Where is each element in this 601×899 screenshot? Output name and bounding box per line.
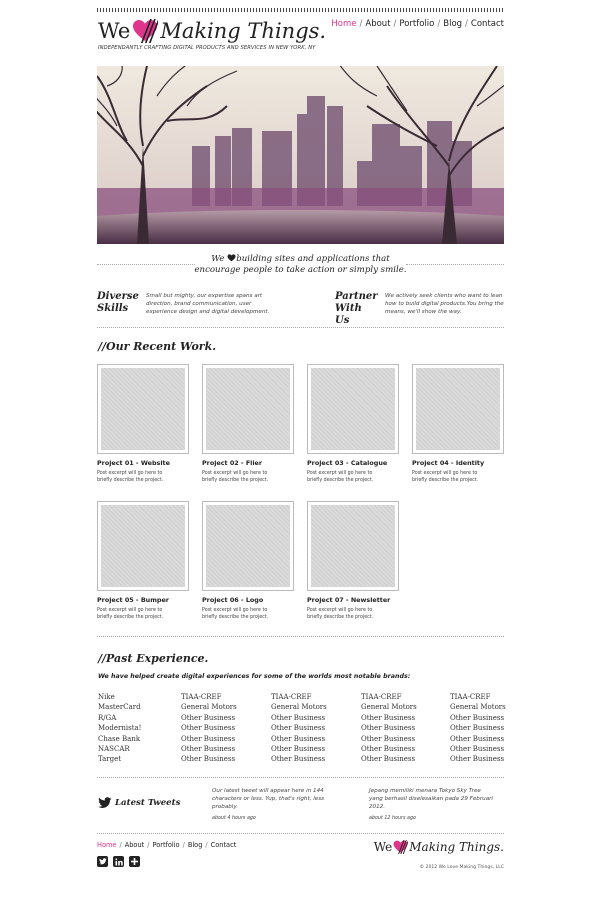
recent-work-title: //Our Recent Work. bbox=[98, 340, 217, 353]
section-divider bbox=[97, 327, 504, 328]
footer-nav-contact[interactable]: Contact bbox=[210, 841, 237, 849]
nav-separator: / bbox=[147, 841, 150, 849]
client-name: Other Business bbox=[361, 713, 416, 722]
logo-we-text: We bbox=[98, 19, 131, 43]
project-card[interactable] bbox=[307, 364, 399, 484]
client-name: Other Business bbox=[361, 745, 416, 754]
nav-separator: / bbox=[465, 19, 468, 29]
footer-nav-home[interactable]: Home bbox=[97, 841, 117, 849]
project-card[interactable] bbox=[202, 364, 294, 484]
partner-with-us-desc: We actively seek clients who want to lean how to build digital products.You bring the means, we'll show the way. bbox=[385, 293, 504, 315]
social-links bbox=[97, 856, 140, 867]
client-name: TIAA-CREF bbox=[361, 693, 402, 701]
project-thumbnail[interactable] bbox=[202, 501, 294, 591]
logo-making-things-text: Making Things. bbox=[409, 840, 504, 854]
tagline: INDEPENDANTLY CRAFTING DIGITAL PRODUCTS AND SERVICES IN NEW YORK, NY bbox=[98, 45, 316, 51]
logo-making-things-text: Making Things. bbox=[160, 19, 327, 43]
nav-separator: / bbox=[359, 19, 363, 29]
hero-image bbox=[97, 66, 504, 244]
client-name: Other Business bbox=[271, 734, 326, 743]
project-excerpt: Post excerpt will go here to briefly describe the project. bbox=[307, 471, 374, 483]
project-thumbnail[interactable] bbox=[307, 501, 399, 591]
client-name: Other Business bbox=[450, 755, 505, 764]
client-column bbox=[98, 692, 142, 765]
project-excerpt: Post excerpt will go here to briefly describe the project. bbox=[202, 608, 269, 620]
heart-icon bbox=[227, 254, 236, 262]
project-card[interactable] bbox=[202, 501, 294, 621]
latest-tweets-label bbox=[98, 797, 180, 809]
twitter-icon[interactable] bbox=[97, 856, 108, 867]
client-column bbox=[450, 692, 506, 765]
project-card[interactable] bbox=[97, 364, 189, 484]
tweet-text: Jepang memiliki menara Tokyo Sky Tree yang berhasil diselesaikan pada 29 Februari 2012. bbox=[369, 788, 493, 810]
nav-about[interactable]: About bbox=[365, 19, 391, 29]
project-thumbnail[interactable] bbox=[202, 364, 294, 454]
tweet-timestamp[interactable]: about 12 hours ago bbox=[369, 816, 416, 821]
twitter-bird-icon bbox=[98, 797, 112, 809]
section-divider bbox=[97, 833, 504, 834]
client-name: Other Business bbox=[181, 755, 236, 764]
client-name: Other Business bbox=[361, 734, 416, 743]
tweet-item bbox=[212, 787, 342, 821]
client-name: Other Business bbox=[271, 713, 326, 722]
latest-tweets-title: Latest Tweets bbox=[115, 798, 181, 808]
skill-title-line: Partner bbox=[335, 291, 378, 302]
client-name: Other Business bbox=[361, 724, 416, 733]
partner-with-us-title bbox=[335, 291, 378, 327]
mission-statement bbox=[97, 254, 504, 278]
project-excerpt: Post excerpt will go here to briefly describe the project. bbox=[97, 608, 164, 620]
plus-icon[interactable] bbox=[129, 856, 140, 867]
client-name: Other Business bbox=[181, 734, 236, 743]
diverse-skills-title bbox=[97, 291, 139, 315]
client-column bbox=[271, 692, 327, 765]
client-name: General Motors bbox=[450, 703, 506, 712]
client-name: TIAA-CREF bbox=[271, 693, 312, 701]
client-name: General Motors bbox=[271, 703, 327, 712]
client-name: Other Business bbox=[450, 745, 505, 754]
section-divider bbox=[97, 636, 504, 637]
client-name: Other Business bbox=[181, 745, 236, 754]
mission-line-2: encourage people to take action or simply smile. bbox=[194, 265, 407, 275]
nav-home[interactable]: Home bbox=[331, 19, 357, 29]
site-logo[interactable] bbox=[98, 17, 326, 45]
client-name: Other Business bbox=[450, 734, 505, 743]
project-thumbnail[interactable] bbox=[412, 364, 504, 454]
client-name: Other Business bbox=[181, 724, 236, 733]
section-divider bbox=[97, 777, 504, 778]
nav-separator: / bbox=[393, 19, 397, 29]
client-name: MasterCard bbox=[98, 703, 141, 712]
heart-icon bbox=[132, 19, 158, 43]
mission-line-1: building sites and applications that bbox=[236, 254, 390, 264]
project-thumbnail[interactable] bbox=[307, 364, 399, 454]
nav-portfolio[interactable]: Portfolio bbox=[399, 19, 435, 29]
client-name: Other Business bbox=[271, 724, 326, 733]
project-excerpt: Post excerpt will go here to briefly describe the project. bbox=[202, 471, 269, 483]
client-name: NASCAR bbox=[98, 745, 130, 754]
city-park-illustration bbox=[97, 66, 504, 244]
project-title[interactable]: Project 07 - Newsletter bbox=[307, 596, 391, 604]
footer-nav-about[interactable]: About bbox=[124, 841, 145, 849]
client-name: TIAA-CREF bbox=[450, 693, 491, 701]
nav-blog[interactable]: Blog bbox=[443, 19, 463, 29]
tweet-item bbox=[369, 787, 494, 821]
client-name: Nike bbox=[98, 693, 115, 701]
project-title[interactable]: Project 03 - Catalogue bbox=[307, 459, 388, 467]
client-name: Target bbox=[98, 755, 122, 764]
project-card[interactable] bbox=[307, 501, 399, 621]
past-experience-intro: We have helped create digital experiences for some of the worlds most notable brands: bbox=[98, 673, 411, 680]
mission-text bbox=[97, 254, 504, 276]
heart-icon bbox=[393, 840, 408, 854]
nav-separator: / bbox=[205, 841, 208, 849]
client-name: Other Business bbox=[271, 745, 326, 754]
main-nav bbox=[331, 19, 504, 29]
footer-nav-portfolio[interactable]: Portfolio bbox=[152, 841, 180, 849]
skill-title-line: With Us bbox=[335, 303, 362, 326]
tweet-text: Our latest tweet will appear here in 144 characters or less. Yup, that's right, less probably. bbox=[212, 788, 325, 810]
diverse-skills-desc: Small but mighty, our expertise spans art direction, brand communication, user experience design and digital development. bbox=[146, 293, 270, 315]
footer-nav-blog[interactable]: Blog bbox=[187, 841, 203, 849]
footer-logo[interactable] bbox=[374, 840, 504, 854]
client-name: Other Business bbox=[361, 755, 416, 764]
client-name: Other Business bbox=[450, 713, 505, 722]
project-thumbnail[interactable] bbox=[97, 501, 189, 591]
project-title[interactable]: Project 06 - Logo bbox=[202, 596, 264, 604]
nav-separator: / bbox=[182, 841, 185, 849]
tweet-timestamp[interactable]: about 4 hours ago bbox=[212, 816, 256, 821]
client-name: R/GA bbox=[98, 713, 117, 722]
nav-contact[interactable]: Contact bbox=[470, 19, 504, 29]
project-title[interactable]: Project 05 - Bumper bbox=[97, 596, 169, 604]
client-name: Other Business bbox=[181, 713, 236, 722]
client-column bbox=[181, 692, 237, 765]
project-title[interactable]: Project 02 - Flier bbox=[202, 459, 263, 467]
past-experience-title: //Past Experience. bbox=[98, 652, 209, 665]
client-column bbox=[361, 692, 417, 765]
client-name: Other Business bbox=[271, 755, 326, 764]
project-card[interactable] bbox=[412, 364, 504, 484]
nav-separator: / bbox=[119, 841, 122, 849]
project-card[interactable] bbox=[97, 501, 189, 621]
client-name: Chase Bank bbox=[98, 734, 141, 743]
project-excerpt: Post excerpt will go here to briefly describe the project. bbox=[97, 471, 164, 483]
logo-we-text: We bbox=[373, 840, 393, 854]
project-excerpt: Post excerpt will go here to briefly describe the project. bbox=[307, 608, 374, 620]
mission-we: We bbox=[211, 254, 225, 264]
client-name: General Motors bbox=[181, 703, 237, 712]
skill-title-line: Diverse bbox=[97, 291, 139, 302]
top-decorative-stripe bbox=[97, 8, 504, 12]
footer-nav bbox=[97, 841, 236, 849]
skill-title-line: Skills bbox=[97, 303, 129, 314]
project-title[interactable]: Project 01 - Website bbox=[97, 459, 170, 467]
project-excerpt: Post excerpt will go here to briefly describe the project. bbox=[412, 471, 479, 483]
client-name: Other Business bbox=[450, 724, 505, 733]
copyright: © 2012 We Love Making Things, LLC bbox=[419, 865, 504, 870]
project-thumbnail[interactable] bbox=[97, 364, 189, 454]
client-name: Modernista! bbox=[98, 724, 142, 733]
client-name: TIAA-CREF bbox=[181, 693, 222, 701]
nav-separator: / bbox=[437, 19, 441, 29]
linkedin-icon[interactable] bbox=[113, 856, 124, 867]
client-name: General Motors bbox=[361, 703, 417, 712]
project-title[interactable]: Project 04 - Identity bbox=[412, 459, 485, 467]
